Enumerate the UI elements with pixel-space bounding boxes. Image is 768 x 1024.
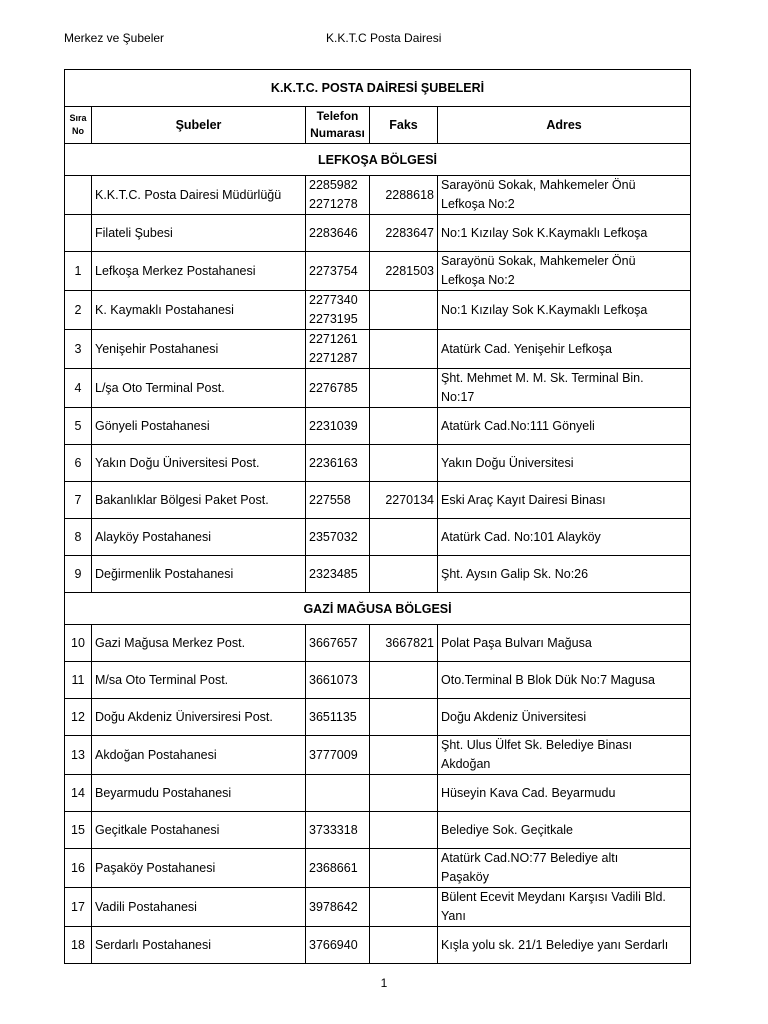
column-header-telefon-line1: Telefon — [316, 109, 359, 123]
column-header-subeler: Şubeler — [92, 107, 306, 144]
branches-table — [64, 69, 691, 964]
address-line: Atatürk Cad.No:111 Gönyeli — [441, 418, 595, 433]
address-cell — [438, 888, 691, 927]
table-row — [65, 519, 691, 556]
fax-number: 2283647 — [370, 215, 438, 252]
address-line: Atatürk Cad.NO:77 Belediye altı — [441, 851, 619, 865]
phone-number: 3651135 — [309, 709, 357, 724]
address-line: Kışla yolu sk. 21/1 Belediye yanı Serdarlı — [441, 937, 669, 952]
phone-cell — [306, 849, 370, 888]
address-line: Polat Paşa Bulvarı Mağusa — [441, 635, 592, 650]
phone-number: 2368661 — [309, 860, 358, 875]
phone-number: 2277340 — [309, 293, 358, 307]
address-cell — [438, 482, 691, 519]
branch-name: Alayköy Postahanesi — [92, 519, 306, 556]
address-line: Yakın Doğu Üniversitesi — [441, 455, 574, 470]
address-line: Şht. Ulus Ülfet Sk. Belediye Binası — [441, 738, 633, 752]
phone-number: 3733318 — [309, 822, 358, 837]
phone-cell — [306, 625, 370, 662]
address-line: Yanı — [441, 909, 466, 923]
branch-name: Değirmenlik Postahanesi — [92, 556, 306, 593]
phone-number: 2271278 — [309, 197, 358, 211]
phone-cell — [306, 291, 370, 330]
address-line: Akdoğan — [441, 757, 491, 771]
table-row — [65, 445, 691, 482]
row-number: 16 — [65, 849, 92, 888]
branch-name: Doğu Akdeniz Üniversiresi Post. — [92, 699, 306, 736]
address-line: Şht. Aysın Galip Sk. No:26 — [441, 566, 589, 581]
page-header — [64, 31, 704, 47]
address-cell — [438, 927, 691, 964]
phone-cell — [306, 252, 370, 291]
table-row — [65, 699, 691, 736]
address-line: Atatürk Cad. No:101 Alayköy — [441, 529, 601, 544]
address-cell — [438, 775, 691, 812]
address-cell — [438, 176, 691, 215]
table-row — [65, 408, 691, 445]
fax-number — [370, 849, 438, 888]
column-header-sira-line2: No — [72, 126, 84, 136]
table-row — [65, 330, 691, 369]
fax-number — [370, 662, 438, 699]
address-line: Lefkoşa No:2 — [441, 273, 515, 287]
phone-number: 2273195 — [309, 312, 358, 326]
table-row — [65, 812, 691, 849]
row-number: 5 — [65, 408, 92, 445]
phone-cell — [306, 888, 370, 927]
fax-number — [370, 927, 438, 964]
phone-number: 2271287 — [309, 351, 358, 365]
branch-name: K. Kaymaklı Postahanesi — [92, 291, 306, 330]
row-number: 4 — [65, 369, 92, 408]
branch-name: Beyarmudu Postahanesi — [92, 775, 306, 812]
row-number: 12 — [65, 699, 92, 736]
branch-name: Serdarlı Postahanesi — [92, 927, 306, 964]
region-row — [65, 593, 691, 625]
phone-number: 2271261 — [309, 332, 358, 346]
phone-cell — [306, 736, 370, 775]
address-line: No:17 — [441, 390, 475, 404]
branch-name: L/şa Oto Terminal Post. — [92, 369, 306, 408]
phone-number: 2236163 — [309, 455, 358, 470]
row-number: 9 — [65, 556, 92, 593]
phone-cell — [306, 176, 370, 215]
address-line: Lefkoşa No:2 — [441, 197, 515, 211]
branch-name: Gazi Mağusa Merkez Post. — [92, 625, 306, 662]
address-cell — [438, 252, 691, 291]
phone-cell — [306, 369, 370, 408]
address-line: No:1 Kızılay Sok K.Kaymaklı Lefkoşa — [441, 302, 648, 317]
branch-name: Filateli Şubesi — [92, 215, 306, 252]
phone-cell — [306, 662, 370, 699]
branch-name: Akdoğan Postahanesi — [92, 736, 306, 775]
phone-cell — [306, 445, 370, 482]
table-title-row — [65, 70, 691, 107]
region-row — [65, 144, 691, 176]
table-row — [65, 927, 691, 964]
address-line: Atatürk Cad. Yenişehir Lefkoşa — [441, 341, 612, 356]
address-line: Belediye Sok. Geçitkale — [441, 822, 574, 837]
row-number: 7 — [65, 482, 92, 519]
table-row — [65, 736, 691, 775]
phone-number: 227558 — [309, 492, 351, 507]
table-header-row — [65, 107, 691, 144]
phone-cell — [306, 519, 370, 556]
address-cell — [438, 369, 691, 408]
address-cell — [438, 408, 691, 445]
phone-number: 2273754 — [309, 263, 358, 278]
address-cell — [438, 330, 691, 369]
address-cell — [438, 625, 691, 662]
row-number: 18 — [65, 927, 92, 964]
table-row — [65, 662, 691, 699]
address-line: Bülent Ecevit Meydanı Karşısı Vadili Bld. — [441, 890, 666, 904]
phone-cell — [306, 330, 370, 369]
phone-cell — [306, 556, 370, 593]
fax-number — [370, 812, 438, 849]
branch-name: Geçitkale Postahanesi — [92, 812, 306, 849]
row-number: 2 — [65, 291, 92, 330]
fax-number — [370, 775, 438, 812]
phone-cell — [306, 215, 370, 252]
fax-number: 2288618 — [370, 176, 438, 215]
column-header-faks: Faks — [370, 107, 438, 144]
row-number: 6 — [65, 445, 92, 482]
branch-name: Vadili Postahanesi — [92, 888, 306, 927]
phone-number: 3777009 — [309, 747, 358, 762]
table-row — [65, 556, 691, 593]
phone-number: 3661073 — [309, 672, 358, 687]
table-row — [65, 369, 691, 408]
column-header-sira — [65, 107, 92, 144]
fax-number — [370, 408, 438, 445]
address-line: Hüseyin Kava Cad. Beyarmudu — [441, 785, 616, 800]
address-cell — [438, 291, 691, 330]
table-row — [65, 252, 691, 291]
phone-number: 2276785 — [309, 380, 358, 395]
table-row — [65, 291, 691, 330]
column-header-telefon-line2: Numarası — [310, 126, 365, 140]
page-number: 1 — [380, 976, 388, 990]
fax-number: 2270134 — [370, 482, 438, 519]
phone-cell — [306, 408, 370, 445]
row-number: 17 — [65, 888, 92, 927]
region-title: LEFKOŞA BÖLGESİ — [65, 144, 691, 176]
address-line: Oto.Terminal B Blok Dük No:7 Magusa — [441, 672, 655, 687]
branch-name: Yenişehir Postahanesi — [92, 330, 306, 369]
branch-name: M/sa Oto Terminal Post. — [92, 662, 306, 699]
address-cell — [438, 556, 691, 593]
phone-cell — [306, 699, 370, 736]
column-header-telefon — [306, 107, 370, 144]
column-header-sira-line1: Sıra — [69, 113, 87, 123]
table-row — [65, 775, 691, 812]
region-title: GAZİ MAĞUSA BÖLGESİ — [65, 593, 691, 625]
phone-number: 2283646 — [309, 225, 358, 240]
address-line: Paşaköy — [441, 870, 489, 884]
address-cell — [438, 812, 691, 849]
phone-number: 3766940 — [309, 937, 358, 952]
row-number — [65, 215, 92, 252]
table-row — [65, 625, 691, 662]
phone-number: 2231039 — [309, 418, 358, 433]
branch-name: Yakın Doğu Üniversitesi Post. — [92, 445, 306, 482]
phone-number: 2323485 — [309, 566, 358, 581]
phone-cell — [306, 482, 370, 519]
address-cell — [438, 519, 691, 556]
branch-name: K.K.T.C. Posta Dairesi Müdürlüğü — [92, 176, 306, 215]
fax-number — [370, 330, 438, 369]
row-number: 14 — [65, 775, 92, 812]
branch-name: Gönyeli Postahanesi — [92, 408, 306, 445]
header-left-text: Merkez ve Şubeler — [64, 31, 165, 45]
branch-name: Lefkoşa Merkez Postahanesi — [92, 252, 306, 291]
phone-number: 3667657 — [309, 635, 358, 650]
address-line: Doğu Akdeniz Üniversitesi — [441, 709, 587, 724]
phone-number: 2357032 — [309, 529, 358, 544]
table-row — [65, 888, 691, 927]
fax-number: 3667821 — [370, 625, 438, 662]
address-line: No:1 Kızılay Sok K.Kaymaklı Lefkoşa — [441, 225, 648, 240]
branch-name: Paşaköy Postahanesi — [92, 849, 306, 888]
branch-name: Bakanlıklar Bölgesi Paket Post. — [92, 482, 306, 519]
fax-number — [370, 369, 438, 408]
address-line: Sarayönü Sokak, Mahkemeler Önü — [441, 178, 636, 192]
address-line: Eski Araç Kayıt Dairesi Binası — [441, 492, 606, 507]
address-cell — [438, 699, 691, 736]
row-number: 10 — [65, 625, 92, 662]
fax-number — [370, 888, 438, 927]
row-number: 1 — [65, 252, 92, 291]
address-cell — [438, 849, 691, 888]
fax-number: 2281503 — [370, 252, 438, 291]
fax-number — [370, 556, 438, 593]
table-row — [65, 176, 691, 215]
row-number: 3 — [65, 330, 92, 369]
phone-cell — [306, 812, 370, 849]
fax-number — [370, 519, 438, 556]
address-cell — [438, 445, 691, 482]
row-number: 8 — [65, 519, 92, 556]
address-cell — [438, 215, 691, 252]
address-cell — [438, 736, 691, 775]
address-cell — [438, 662, 691, 699]
table-title: K.K.T.C. POSTA DAİRESİ ŞUBELERİ — [65, 70, 691, 107]
row-number: 11 — [65, 662, 92, 699]
fax-number — [370, 736, 438, 775]
table-row — [65, 849, 691, 888]
phone-number: 3978642 — [309, 899, 358, 914]
row-number — [65, 176, 92, 215]
fax-number — [370, 291, 438, 330]
phone-number: 2285982 — [309, 178, 358, 192]
row-number: 15 — [65, 812, 92, 849]
table-row — [65, 482, 691, 519]
header-center-text: K.K.T.C Posta Dairesi — [326, 31, 442, 45]
address-line: Şht. Mehmet M. M. Sk. Terminal Bin. — [441, 371, 644, 385]
column-header-adres: Adres — [438, 107, 691, 144]
address-line: Sarayönü Sokak, Mahkemeler Önü — [441, 254, 636, 268]
phone-cell — [306, 927, 370, 964]
phone-cell — [306, 775, 370, 812]
table-row — [65, 215, 691, 252]
fax-number — [370, 699, 438, 736]
fax-number — [370, 445, 438, 482]
row-number: 13 — [65, 736, 92, 775]
